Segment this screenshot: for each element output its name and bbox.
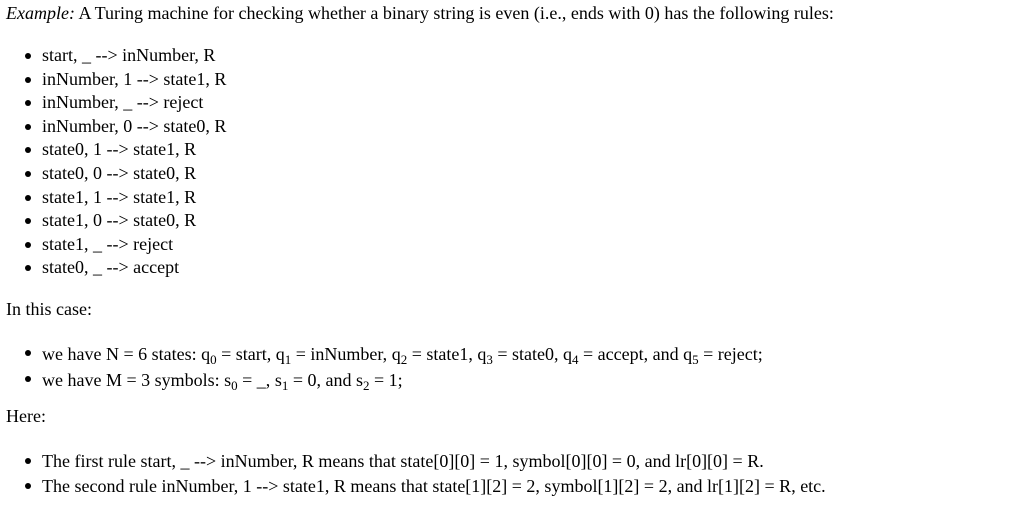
rules-list (6, 44, 1018, 280)
symbols-prefix: we have M = 3 symbols: (42, 369, 225, 390)
symbol-2: $s_2 = 1$; (355, 369, 403, 393)
here-list (6, 449, 1018, 498)
rule-item: state0, 0 --> state0, R (42, 162, 1018, 186)
symbols-items (224, 369, 403, 393)
rule-item: state0, _ --> accept (42, 256, 1018, 280)
case-list (6, 341, 1018, 393)
intro-text: A Turing machine for checking whether a binary string is even (i.e., ends with 0) has the following rules: (78, 3, 834, 23)
here-item: The first rule start, _ --> inNumber, R means that state[0][0] = 1, symbol[0][0] = 0, and lr[0][0] = R. (42, 449, 1018, 474)
states-items (201, 343, 763, 367)
state-2: $q_2$ = state1, (391, 343, 478, 367)
rule-item: inNumber, 1 --> state1, R (42, 68, 1018, 92)
rule-item: start, _ --> inNumber, R (42, 44, 1018, 68)
here-heading: Here: (6, 405, 46, 426)
symbol-1: $s_1 = 0$, and (274, 369, 356, 393)
state-0: $q_0$ = start, (201, 343, 276, 367)
rule-item: inNumber, _ --> reject (42, 91, 1018, 115)
symbols-item (42, 367, 1018, 393)
symbol-0: $s_0$ = _, (224, 369, 275, 393)
rule-item: state1, 1 --> state1, R (42, 186, 1018, 210)
states-prefix: we have N = 6 states: (42, 343, 202, 364)
rule-item: state1, 0 --> state0, R (42, 209, 1018, 233)
rule-item: state0, 1 --> state1, R (42, 138, 1018, 162)
rule-item: inNumber, 0 --> state0, R (42, 115, 1018, 139)
here-item: The second rule inNumber, 1 --> state1, R means that state[1][2] = 2, symbol[1][2] = 2, and lr[1][2] = R, etc. (42, 474, 1018, 499)
state-3: $q_3$ = state0, (477, 343, 563, 367)
rule-item: state1, _ --> reject (42, 233, 1018, 257)
states-item (42, 341, 1018, 367)
case-heading: In this case: (6, 298, 92, 319)
state-1: $q_1$ = inNumber, (275, 343, 392, 367)
state-4: $q_4$ = accept, and (562, 343, 684, 367)
intro-paragraph (6, 2, 1018, 25)
example-label: Example: (6, 3, 75, 23)
state-5: $q_5$ = reject; (683, 343, 763, 367)
